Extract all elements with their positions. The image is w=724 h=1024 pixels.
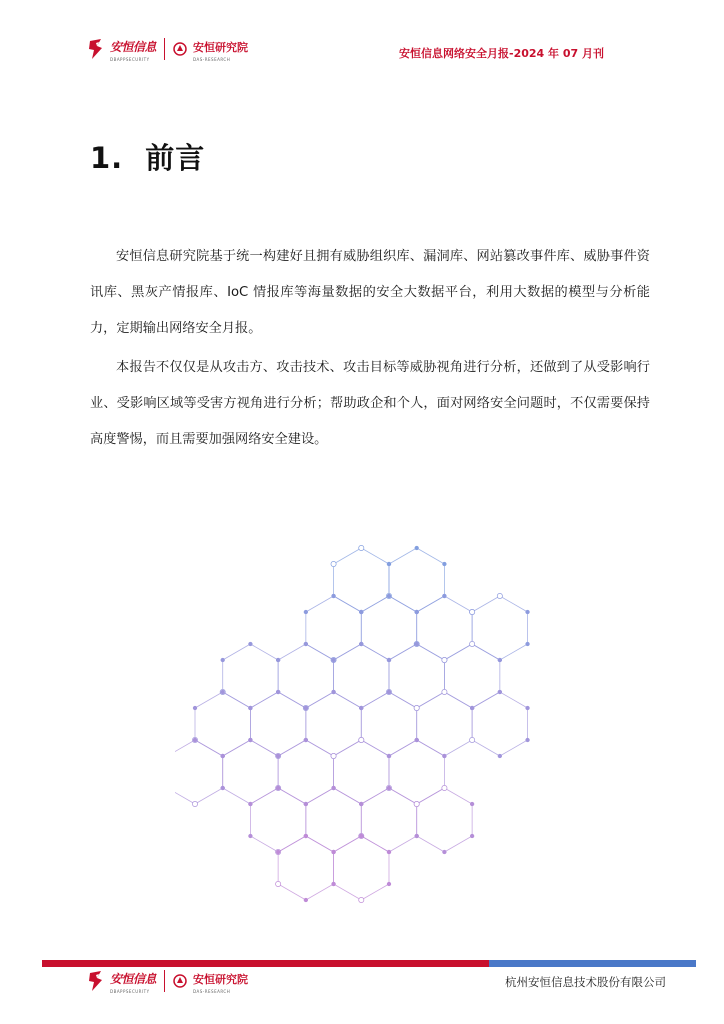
footer-company-name: 杭州安恒信息技术股份有限公司 — [505, 975, 666, 989]
hexagon-node — [249, 706, 253, 710]
hexagon-node — [304, 802, 308, 806]
hexagon-cell — [389, 548, 444, 612]
hexagon-node — [526, 642, 530, 646]
brand-logo-text: 安恒信息 DBAPPSECURITY — [110, 40, 157, 62]
hexagon-node — [415, 834, 419, 838]
hexagon-node — [470, 641, 475, 646]
hexagon-node — [304, 834, 308, 838]
hexagon-cell — [417, 788, 472, 852]
hexagon-cell — [175, 740, 223, 804]
hexagon-node — [442, 657, 447, 662]
hexagon-node — [443, 754, 447, 758]
hexagon-node — [221, 786, 225, 790]
hexagon-cell — [278, 740, 333, 804]
hexagon-cell — [250, 788, 305, 852]
hexagon-node — [415, 610, 419, 614]
hexagon-cell — [306, 692, 361, 756]
hexagon-node — [249, 802, 253, 806]
page-header — [0, 0, 724, 70]
hexagon-node — [332, 882, 336, 886]
hexagon-node — [470, 737, 475, 742]
report-title: 安恒信息网络安全月报-2024 年 07 月刊 — [399, 47, 604, 60]
hexagon-node — [304, 610, 308, 614]
intro-paragraph-1: 安恒信息研究院基于统一构建好且拥有威胁组织库、漏洞库、网站篡改事件库、威胁事件资讯库、黑灰产情报库、IoC 情报库等海量数据的安全大数据平台，利用大数据的模型与分析能力，定期输出网络安全月报。 — [90, 249, 650, 336]
hexagon-cell — [417, 692, 472, 756]
hexagon-node — [192, 801, 197, 806]
hexagon-cell — [306, 788, 361, 852]
hexagon-node — [387, 882, 391, 886]
hexagon-node — [359, 897, 364, 902]
hexagon-cell — [472, 596, 527, 660]
hexagon-cell — [334, 644, 389, 708]
hexagon-node — [470, 802, 474, 806]
hexagon-node — [359, 642, 363, 646]
hexagon-node — [359, 545, 364, 550]
footer-bar-blue — [489, 960, 696, 967]
hexagon-cell — [278, 836, 333, 900]
hexagon-cell — [195, 692, 250, 756]
hexagon-node — [387, 690, 391, 694]
hexagon-node — [276, 786, 280, 790]
hexagon-node — [387, 594, 391, 598]
hexagon-cell — [334, 548, 389, 612]
hexagon-node — [470, 706, 474, 710]
hexagon-node — [276, 658, 280, 662]
hexagon-node — [193, 738, 197, 742]
brand-logo-icon — [88, 38, 104, 60]
hexagon-node — [359, 737, 364, 742]
hexagon-cell — [389, 644, 444, 708]
logo-divider — [164, 38, 165, 60]
hexagon-node — [276, 690, 280, 694]
hexagon-node — [497, 593, 502, 598]
hexagon-node — [221, 658, 225, 662]
hexagon-node — [415, 738, 419, 742]
hexagon-cell — [389, 740, 444, 804]
hexagon-cell — [223, 740, 278, 804]
hexagon-node — [387, 850, 391, 854]
hexagon-cell — [250, 692, 305, 756]
hexagon-node — [331, 753, 336, 758]
hexagon-node — [526, 706, 530, 710]
section-number: 1. — [90, 141, 124, 175]
research-logo-icon — [173, 42, 187, 56]
hexagon-node — [442, 785, 447, 790]
section-title-text: 前言 — [145, 141, 206, 175]
footer-brand-logo-text: 安恒信息 DBAPPSECURITY — [110, 972, 157, 994]
hexagon-node — [498, 690, 502, 694]
hexagon-node — [249, 738, 253, 742]
hexagon-cell — [444, 644, 499, 708]
hexagon-node — [304, 642, 308, 646]
hexagon-node — [442, 689, 447, 694]
hexagon-node — [304, 898, 308, 902]
footer-brand-logo-icon — [88, 970, 104, 992]
hexagon-node — [332, 786, 336, 790]
hexagon-cell — [223, 644, 278, 708]
hexagon-node — [526, 610, 530, 614]
hexagon-node — [276, 850, 280, 854]
hexagon-node — [304, 738, 308, 742]
hexagon-node — [470, 834, 474, 838]
hexagon-node — [359, 834, 363, 838]
hexagon-cell — [417, 596, 472, 660]
hexagon-node — [276, 881, 281, 886]
hexagon-node — [249, 642, 253, 646]
footer-logo-group — [88, 968, 248, 994]
hexagon-node — [526, 738, 530, 742]
hexagon-node — [276, 754, 280, 758]
hexagon-node — [332, 594, 336, 598]
research-logo-text: 安恒研究院 DAS-RESEARCH — [193, 41, 249, 62]
header-logo-group — [88, 36, 248, 62]
footer-color-bar — [42, 960, 696, 967]
hexagon-node — [387, 562, 391, 566]
hexagon-cell — [334, 740, 389, 804]
hexagon-node — [359, 706, 363, 710]
hexagon-cell — [472, 692, 527, 756]
hexagon-cell — [361, 692, 416, 756]
footer-logo-divider — [164, 970, 165, 992]
hexagon-node — [359, 802, 363, 806]
intro-paragraph-2: 本报告不仅仅是从攻击方、攻击技术、攻击目标等威胁视角进行分析，还做到了从受影响行业、受影响区域等受害方视角进行分析；帮助政企和个人，面对网络安全问题时，不仅需要保持高度警惕，而且需要加强网络安全建设。 — [90, 360, 650, 447]
hexagon-node — [387, 658, 391, 662]
hexagon-node — [414, 801, 419, 806]
hexagon-node — [387, 786, 391, 790]
hexagon-node — [415, 546, 419, 550]
hexagon-node — [331, 561, 336, 566]
hexagon-node — [249, 834, 253, 838]
hexagon-node — [221, 690, 225, 694]
footer-research-logo-icon — [173, 974, 187, 988]
hexagon-cell — [361, 596, 416, 660]
hexagon-node — [332, 690, 336, 694]
hexagon-node — [387, 754, 391, 758]
footer-bar-red — [42, 960, 489, 967]
hexagon-node — [470, 609, 475, 614]
hexagon-node — [443, 594, 447, 598]
footer-research-logo-text: 安恒研究院 DAS-RESEARCH — [193, 973, 249, 994]
hexagon-node — [221, 754, 225, 758]
hexagon-node — [304, 706, 308, 710]
hexagon-node — [498, 754, 502, 758]
hexagon-cell — [278, 644, 333, 708]
hexagon-node — [415, 642, 419, 646]
hexagon-node — [332, 850, 336, 854]
hexagon-node — [443, 850, 447, 854]
section-heading — [90, 136, 205, 177]
hexagon-cell — [306, 596, 361, 660]
hexagon-cell — [334, 836, 389, 900]
hexagon-node — [332, 658, 336, 662]
hexagon-network-illustration — [175, 540, 535, 940]
hexagon-node — [414, 705, 419, 710]
hexagon-node — [359, 610, 363, 614]
hexagon-node — [498, 658, 502, 662]
hexagon-node — [443, 562, 447, 566]
hexagon-cell — [361, 788, 416, 852]
hexagon-node — [193, 706, 197, 710]
